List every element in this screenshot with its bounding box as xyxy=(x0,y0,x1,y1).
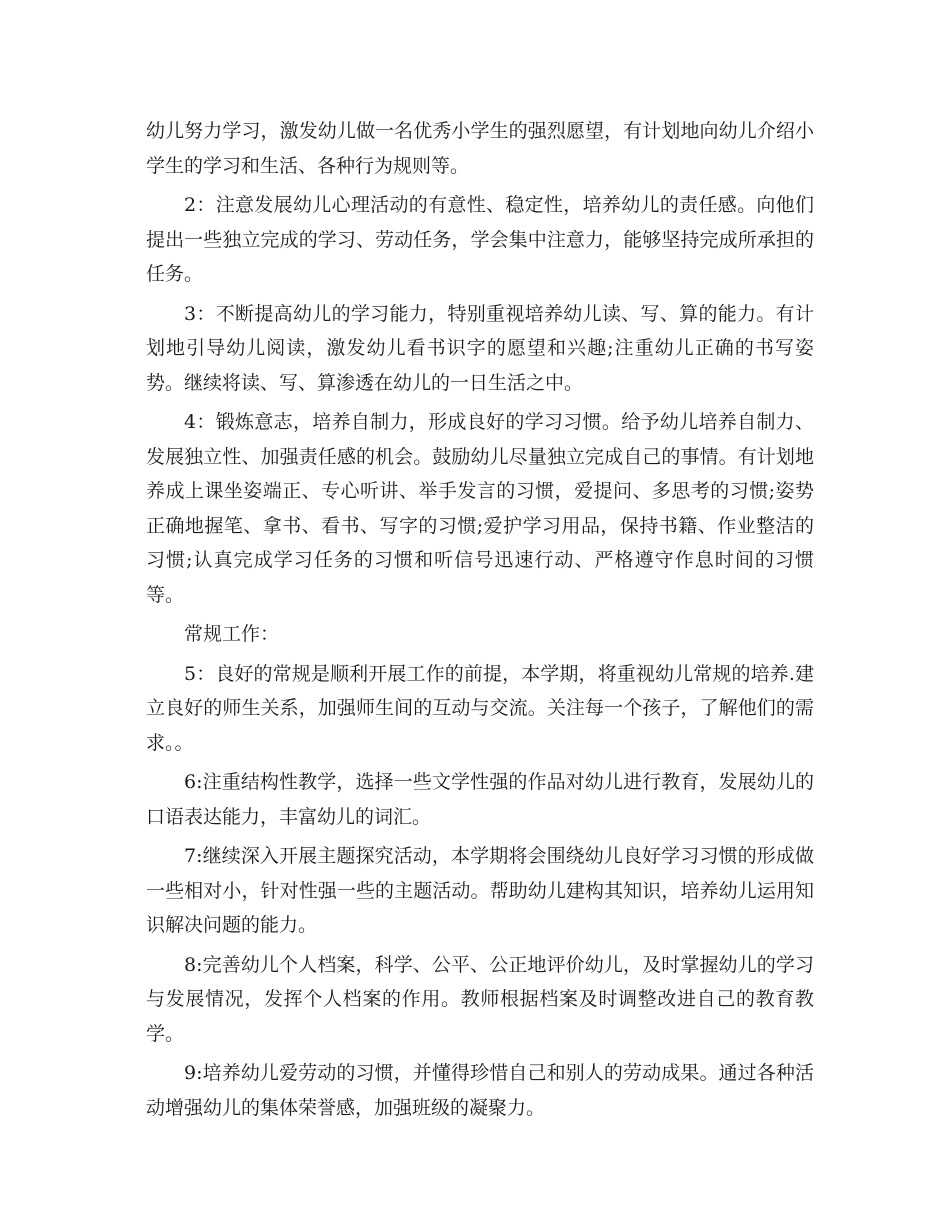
paragraph-item-4: 4：锻炼意志，培养自制力，形成良好的学习习惯。给予幼儿培养自制力、发展独立性、加强责任感的机会。鼓励幼儿尽量独立完成自己的事情。有计划地养成上课坐姿端正、专心听讲、举手发言的习惯，爱提问、多思考的习惯;姿势正确地握笔、拿书、看书、写字的习惯;爱护学习用品，保持书籍、作业整洁的习惯;认真完成学习任务的习惯和听信号迅速行动、严格遵守作息时间的习惯等。 xyxy=(146,411,814,606)
paragraph-item-2: 2：注意发展幼儿心理活动的有意性、稳定性，培养幼儿的责任感。向他们提出一些独立完成的学习、劳动任务，学会集中注意力，能够坚持完成所承担的任务。 xyxy=(146,194,814,285)
document-body xyxy=(146,114,814,1130)
paragraph-continuation: 幼儿努力学习，激发幼儿做一名优秀小学生的强烈愿望，有计划地向幼儿介绍小学生的学习和生活、各种行为规则等。 xyxy=(146,120,814,177)
paragraph-item-5: 5：良好的常规是顺利开展工作的前提，本学期，将重视幼儿常规的培养.建立良好的师生关系，加强师生间的互动与交流。关注每一个孩子，了解他们的需求。。 xyxy=(146,662,814,754)
section-heading-routine-work: 常规工作： xyxy=(184,623,280,645)
paragraph-item-3: 3：不断提高幼儿的学习能力，特别重视培养幼儿读、写、算的能力。有计划地引导幼儿阅读，激发幼儿看书识字的愿望和兴趣;注重幼儿正确的书写姿势。继续将读、写、算渗透在幼儿的一日生活之中。 xyxy=(146,302,814,394)
paragraph-item-9: 9:培养幼儿爱劳动的习惯，并懂得珍惜自己和别人的劳动成果。通过各种活动增强幼儿的集体荣誉感，加强班级的凝聚力。 xyxy=(146,1062,814,1119)
paragraph-item-8: 8:完善幼儿个人档案，科学、公平、公正地评价幼儿，及时掌握幼儿的学习与发展情况，发挥个人档案的作用。教师根据档案及时调整改进自己的教育教学。 xyxy=(146,953,814,1045)
paragraph-item-7: 7:继续深入开展主题探究活动，本学期将会围绕幼儿良好学习习惯的形成做一些相对小，针对性强一些的主题活动。帮助幼儿建构其知识，培养幼儿运用知识解决问题的能力。 xyxy=(146,845,814,936)
paragraph-item-6: 6:注重结构性教学，选择一些文学性强的作品对幼儿进行教育，发展幼儿的口语表达能力，丰富幼儿的词汇。 xyxy=(146,771,814,828)
